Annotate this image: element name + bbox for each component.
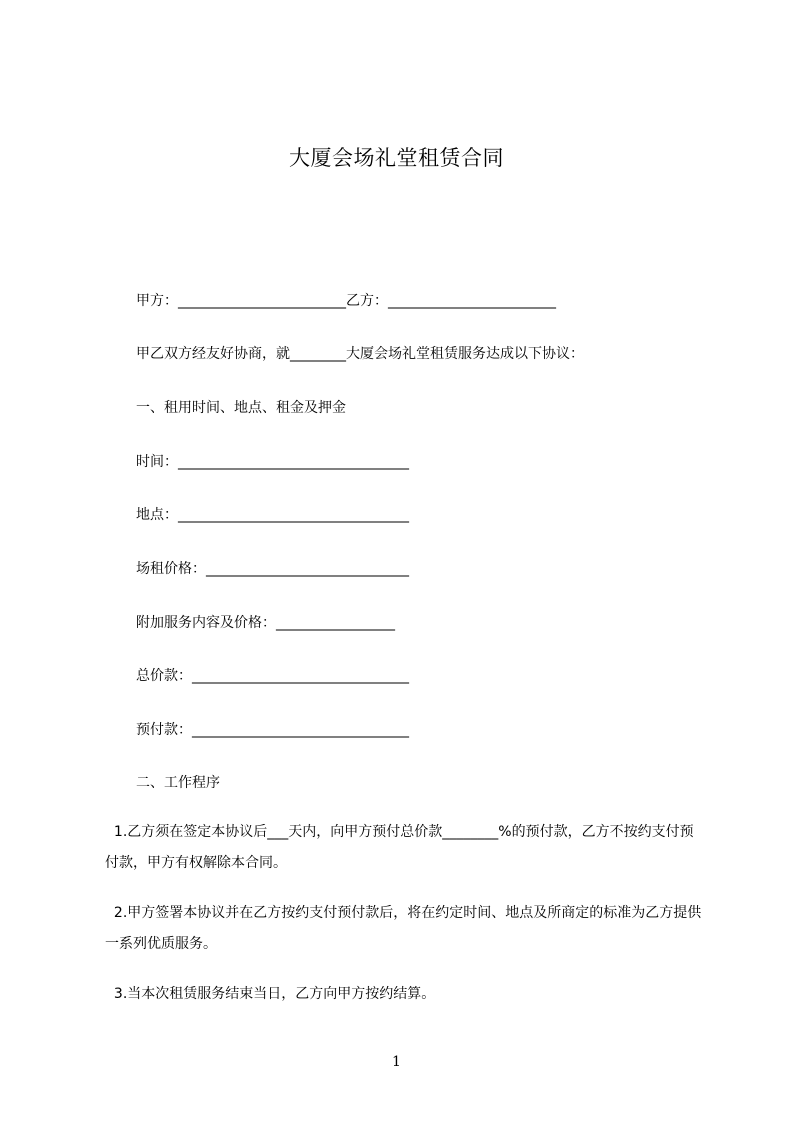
section1-heading: 一、租用时间、地点、租金及押金 — [136, 400, 346, 416]
field-time: 时间：_________________________________ — [136, 454, 409, 470]
field-location: 地点：_________________________________ — [136, 507, 409, 523]
field-extra-services: 附加服务内容及价格：_________________ — [136, 615, 395, 631]
procedure-item-2: 2.甲方签署本协议并在乙方按约支付预付款后，将在约定时间、地点及所商定的标准为乙方提供一系列优质服务。 — [105, 905, 702, 952]
page-number: 1 — [392, 1054, 401, 1070]
procedure-item-1: 1.乙方须在签定本协议后___天内，向甲方预付总价款________%的预付款，乙方不按约支付预付款，甲方有权解除本合同。 — [105, 824, 694, 871]
procedure-item-3: 3.当本次租赁服务结束当日，乙方向甲方按约结算。 — [105, 986, 436, 1002]
section2-heading: 二、工作程序 — [136, 775, 220, 791]
field-prepayment: 预付款：_______________________________ — [136, 722, 409, 738]
parties-line: 甲方：________________________乙方：________________________ — [136, 293, 556, 309]
document-title: 大厦会场礼堂租赁合同 — [289, 146, 504, 170]
field-venue-rent: 场租价格：_____________________________ — [136, 561, 409, 577]
field-total-price: 总价款：_______________________________ — [136, 668, 409, 684]
intro-paragraph: 甲乙双方经友好协商，就________大厦会场礼堂租赁服务达成以下协议： — [136, 346, 584, 362]
